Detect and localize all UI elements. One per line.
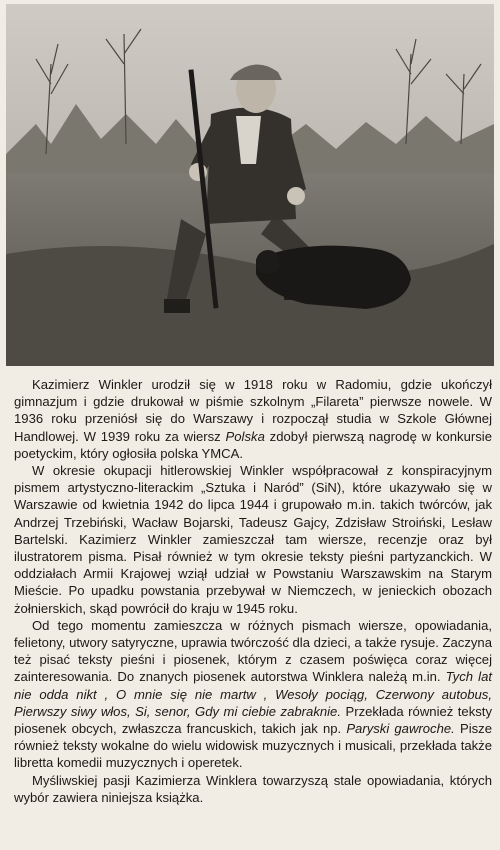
photo-illustration <box>6 4 494 366</box>
paragraph-3: Od tego momentu zamieszcza w różnych pismach wiersze, opowiadania, felietony, utwory satyryczne, uprawia twórczość dla dzieci, a także rysuje. Zaczyna też pisać teksty pieśni i piosenek, którym z czasem poświęca coraz więcej zainteresowania. Do znanych piosenek autorstwa Winklera należą m.in. Tych lat nie odda nikt , O mnie się nie martw , Wesoły pociąg, Czerwony autobus, Pierwszy siwy włos, Si, senor, Gdy mi ciebie zabraknie. Przekłada również teksty piosenek obcych, zwłaszcza francuskich, takich jak np. Paryski gawroche. Pisze również teksty wokalne do wielu widowisk muzycznych i musicali, przekłada także libretta komedii muzycznych i operetek. <box>14 617 492 771</box>
paragraph-1: Kazimierz Winkler urodził się w 1918 roku w Radomiu, gdzie ukończył gimnazjum i gdzie drukował w piśmie szkolnym „Filareta” pierwsze nowele. W 1936 roku przeniósł się do Warszawy i rozpoczął studia w Szkole Głównej Handlowej. W 1939 roku za wiersz Polska zdobył pierwszą nagrodę w konkursie poetyckim, który ogłosiła polska YMCA. <box>14 377 492 461</box>
paragraph-2: W okresie okupacji hitlerowskiej Winkler współpracował z konspiracyjnym pismem artystyczno-literackim „Sztuka i Naród” (SiN), które ukazywało się w Warszawie od kwietnia 1942 do lipca 1944 i grupowało m.in. takich twórców, jak Andrzej Trzebiński, Wacław Bojarski, Tadeusz Gajcy, Zdzisław Stroiński, Lesław Bartelski. Kazimierz Winkler zamieszczał tam wiersze, recenzje oraz był ilustratorem pisma. Pisał również w tym okresie teksty pieśni partyzanckich. W oddziałach Armii Krajowej wziął udział w Powstaniu Warszawskim na Starym Mieście. Po upadku powstania przebywał w Niemczech, w jenieckich obozach żołnierskich, skąd powrócił do kraju w 1945 roku. <box>14 463 492 616</box>
biography-text <box>14 376 492 806</box>
paragraph-4: Myśliwskiej pasji Kazimierza Winklera towarzyszą stale opowiadania, których wybór zawiera niniejsza książka. <box>14 772 492 805</box>
author-photo <box>6 4 494 366</box>
